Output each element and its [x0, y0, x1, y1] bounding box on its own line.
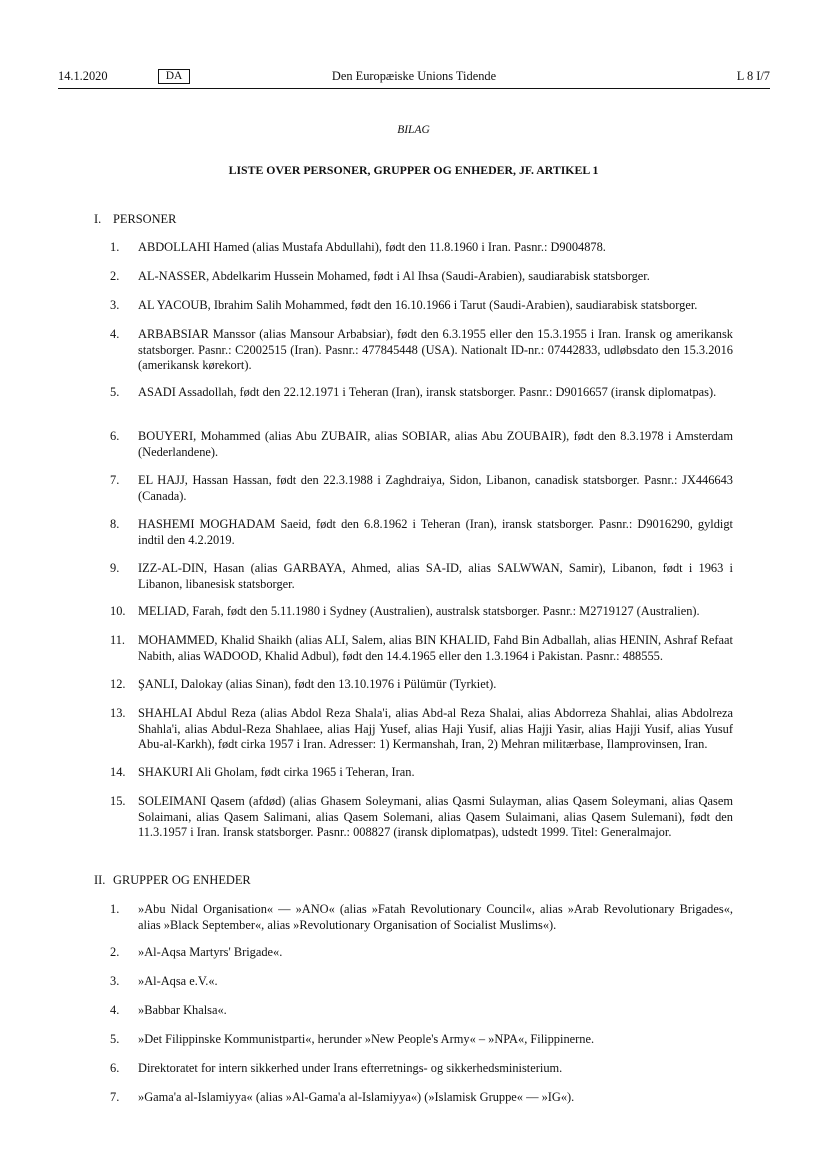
item-text: Direktoratet for intern sikkerhed under Irans efterretnings- og sikkerhedsministerium. — [138, 1061, 563, 1075]
item-text: AL-NASSER, Abdelkarim Hussein Mohamed, født i Al Ihsa (Saudi-Arabien), saudiarabisk statsborger. — [138, 269, 650, 283]
list-item — [110, 677, 733, 693]
item-number: 7. — [110, 1090, 120, 1104]
item-text: HASHEMI MOGHADAM Saeid, født den 6.8.1962 i Teheran (Iran), iransk statsborger. Pasnr.: D9016290, gyldigt indtil den 4.2.2019. — [138, 517, 733, 547]
item-text: ŞANLI, Dalokay (alias Sinan), født den 13.10.1976 i Pülümür (Tyrkiet). — [138, 677, 497, 691]
list-item — [110, 1032, 733, 1048]
list-item — [110, 269, 733, 285]
item-number: 7. — [110, 473, 120, 487]
item-number: 13. — [110, 706, 126, 720]
list-item — [110, 385, 733, 401]
list-item — [110, 945, 733, 961]
item-text: »Det Filippinske Kommunistparti«, herunder »New People's Army« – »NPA«, Filippinerne. — [138, 1032, 595, 1046]
document-title: LISTE OVER PERSONER, GRUPPER OG ENHEDER, JF. ARTIKEL 1 — [228, 163, 599, 177]
list-item — [110, 794, 733, 841]
list-item — [110, 974, 733, 990]
list-item — [110, 902, 733, 933]
item-text: ABDOLLAHI Hamed (alias Mustafa Abdullahi), født den 11.8.1960 i Iran. Pasnr.: D9004878. — [138, 240, 606, 254]
item-number: 9. — [110, 561, 120, 575]
section-label: PERSONER — [113, 212, 177, 226]
item-number: 4. — [110, 1003, 120, 1017]
item-number: 15. — [110, 794, 126, 808]
list-item — [110, 706, 733, 753]
item-number: 3. — [110, 298, 120, 312]
item-number: 5. — [110, 385, 120, 399]
page-header — [58, 69, 770, 85]
item-text: SOLEIMANI Qasem (afdød) (alias Ghasem Soleymani, alias Qasmi Sulayman, alias Qasem Soleymani, alias Qasem Solaimani, alias Qasem Salimani, alias Qasem Solemani, alias Qasem Sulaimani, alias Qasem Sulemani), født den 11.3.1957 i Iran. Iransk statsborger. Pasnr.: 008827 (iransk diplomatpas), udstedt 1999. Titel: Generalmajor. — [138, 794, 733, 839]
item-text: IZZ-AL-DIN, Hasan (alias GARBAYA, Ahmed, alias SA-ID, alias SALWWAN, Samir), Libanon, født i 1963 i Libanon, libanesisk statsborger. — [138, 561, 733, 591]
item-text: SHAKURI Ali Gholam, født cirka 1965 i Teheran, Iran. — [138, 765, 415, 779]
item-text: »Abu Nidal Organisation« — »ANO« (alias »Fatah Revolutionary Council«, alias »Arab Revolutionary Brigades«, alias »Black September«, alias »Revolutionary Organisation of Socialist Muslims«). — [138, 902, 733, 932]
item-number: 6. — [110, 1061, 120, 1075]
item-text: EL HAJJ, Hassan Hassan, født den 22.3.1988 i Zaghdraiya, Sidon, Libanon, canadisk statsborger. Pasnr.: JX446643 (Canada). — [138, 473, 733, 503]
list-item — [110, 327, 733, 374]
item-number: 14. — [110, 765, 126, 779]
item-text: SHAHLAI Abdul Reza (alias Abdol Reza Shala'i, alias Abd-al Reza Shalai, alias Abdorreza Shahlai, alias Abdolreza Shahla'i, alias Abdul-Reza Shahlaee, alias Hajj Yusef, alias Haji Yusif, alias Hajji Yasir, alias Hajji Yusif, alias Yusuf Abu-al-Karkh), født cirka 1957 i Iran. Adresser: 1) Kermanshah, Iran, 2) Mehran militærbase, Ilamprovinsen, Iran. — [138, 706, 733, 751]
section-number: II. — [94, 873, 106, 887]
item-number: 1. — [110, 902, 120, 916]
item-number: 12. — [110, 677, 126, 691]
list-item — [110, 765, 733, 781]
page-reference: L 8 I/7 — [736, 69, 770, 83]
list-item — [110, 240, 733, 256]
item-number: 8. — [110, 517, 120, 531]
list-item — [110, 473, 733, 504]
item-text: »Babbar Khalsa«. — [138, 1003, 227, 1017]
item-number: 11. — [110, 633, 126, 647]
item-text: »Gama'a al-Islamiyya« (alias »Al-Gama'a al-Islamiyya«) (»Islamisk Gruppe« — »IG«). — [138, 1090, 575, 1104]
journal-title: Den Europæiske Unions Tidende — [331, 69, 497, 83]
list-item — [110, 633, 733, 664]
list-item — [110, 429, 733, 460]
list-item — [110, 298, 733, 314]
language-badge: DA — [158, 69, 190, 84]
item-number: 5. — [110, 1032, 120, 1046]
item-text: MELIAD, Farah, født den 5.11.1980 i Sydney (Australien), australsk statsborger. Pasnr.: M2719127 (Australien). — [138, 604, 700, 618]
item-number: 6. — [110, 429, 120, 443]
item-number: 4. — [110, 327, 120, 341]
section-number: I. — [94, 212, 102, 226]
header-rule — [58, 88, 770, 89]
list-item — [110, 1003, 733, 1019]
list-item — [110, 517, 733, 548]
item-number: 10. — [110, 604, 126, 618]
section-label: GRUPPER OG ENHEDER — [113, 873, 251, 887]
annex-label: BILAG — [397, 124, 430, 136]
item-number: 3. — [110, 974, 120, 988]
item-text: ARBABSIAR Manssor (alias Mansour Arbabsiar), født den 6.3.1955 eller den 15.3.1955 i Iran. Iransk og amerikansk statsborger. Pasnr.: C2002515 (Iran). Pasnr.: 477845448 (USA). Nationalt ID-nr.: 07442833, udløbsdato den 15.3.2016 (amerikansk kørekort). — [138, 327, 733, 372]
item-text: »Al-Aqsa Martyrs' Brigade«. — [138, 945, 283, 959]
item-number: 1. — [110, 240, 120, 254]
item-text: AL YACOUB, Ibrahim Salih Mohammed, født den 16.10.1966 i Tarut (Saudi-Arabien), saudiarabisk statsborger. — [138, 298, 698, 312]
list-item — [110, 1090, 733, 1106]
publication-date: 14.1.2020 — [58, 69, 108, 83]
item-text: MOHAMMED, Khalid Shaikh (alias ALI, Salem, alias BIN KHALID, Fahd Bin Adballah, alias HENIN, Ashraf Refaat Nabith, alias WADOOD, Khalid Adbul), født den 14.4.1965 eller den 1.3.1964 i Pakistan. Pasnr.: 488555. — [138, 633, 733, 663]
list-item — [110, 1061, 733, 1077]
list-item — [110, 561, 733, 592]
item-text: ASADI Assadollah, født den 22.12.1971 i Teheran (Iran), iransk statsborger. Pasnr.: D9016657 (iransk diplomatpas). — [138, 385, 717, 399]
item-text: BOUYERI, Mohammed (alias Abu ZUBAIR, alias SOBIAR, alias Abu ZOUBAIR), født den 8.3.1978 i Amsterdam (Nederlandene). — [138, 429, 733, 459]
list-item — [110, 604, 733, 620]
item-number: 2. — [110, 945, 120, 959]
item-number: 2. — [110, 269, 120, 283]
item-text: »Al-Aqsa e.V.«. — [138, 974, 218, 988]
